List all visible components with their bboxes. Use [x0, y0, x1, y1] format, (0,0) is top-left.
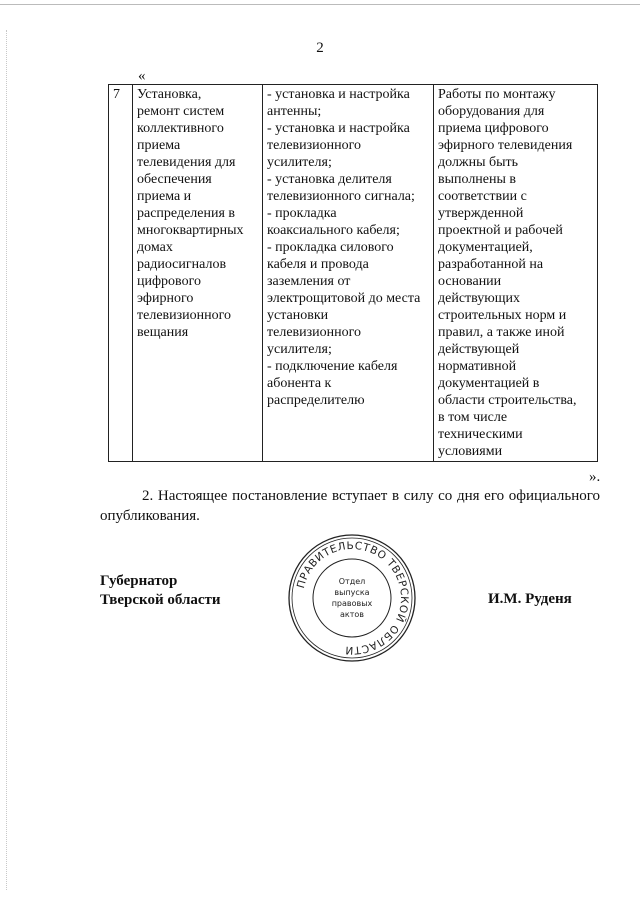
cell-line: утвержденной [438, 206, 524, 221]
scan-edge-top [0, 4, 640, 5]
row-number: 7 [109, 85, 133, 462]
cell-line: приема [137, 138, 181, 153]
cell-line: - прокладка силового [267, 240, 394, 255]
cell-line: действующих [438, 291, 521, 306]
official-seal-stamp [286, 532, 418, 664]
cell-line: радиосигналов [137, 257, 227, 272]
cell-line: в том числе [438, 410, 508, 425]
cell-line: разработанной на [438, 257, 544, 272]
works-list-cell [263, 85, 434, 462]
cell-line: - подключение кабеля [267, 359, 398, 374]
cell-line: правил, а также иной [438, 325, 565, 340]
cell-line: техническими [438, 427, 523, 442]
cell-line: усилителя; [267, 155, 332, 170]
cell-line: домах [137, 240, 173, 255]
cell-line: соответствии с [438, 189, 527, 204]
closing-quote: ». [589, 469, 601, 485]
opening-quote: « [138, 68, 146, 84]
cell-line: антенны; [267, 104, 322, 119]
cell-line: эфирного телевидения [438, 138, 573, 153]
cell-line: вещания [137, 325, 189, 340]
cell-line: усилителя; [267, 342, 332, 357]
seal-ring-textpath: ПРАВИТЕЛЬСТВО ТВЕРСКОЙ ОБЛАСТИ [295, 539, 411, 657]
cell-line: должны быть [438, 155, 519, 170]
signer-position [100, 572, 221, 610]
cell-line: заземления от [267, 274, 351, 289]
cell-line: цифрового [137, 274, 201, 289]
cell-line: Установка, [137, 87, 202, 102]
cell-line: условиями [438, 444, 503, 459]
cell-line: ремонт систем [137, 104, 225, 119]
seal-center-line: выпуска [334, 588, 370, 597]
cell-line: - установка и настройка [267, 121, 410, 136]
cell-line: действующей [438, 342, 520, 357]
cell-line: абонента к [267, 376, 332, 391]
cell-line: электрощитовой до места [267, 291, 421, 306]
work-name-cell [133, 85, 263, 462]
cell-line: оборудования для [438, 104, 545, 119]
requirements-cell [434, 85, 598, 462]
cell-line: - установка делителя [267, 172, 392, 187]
cell-line: распределения в [137, 206, 236, 221]
cell-line: многоквартирных [137, 223, 244, 238]
table-row [109, 85, 598, 462]
cell-line: строительных норм и [438, 308, 567, 323]
cell-line: телевизионного сигнала; [267, 189, 415, 204]
signer-name: И.М. Руденя [488, 591, 572, 607]
cell-line: документацией, [438, 240, 533, 255]
cell-line: телевизионного [267, 325, 362, 340]
seal-center-line: актов [339, 610, 365, 619]
cell-line: нормативной [438, 359, 517, 374]
signer-position-line: Губернатор [100, 573, 178, 589]
cell-line: Работы по монтажу [438, 87, 556, 102]
effective-date-paragraph: 2. Настоящее постановление вступает в силу со дня его официального опубликования. [100, 488, 600, 524]
cell-line: выполнены в [438, 172, 517, 187]
cell-line: телевидения для [137, 155, 236, 170]
cell-line: основании [438, 274, 502, 289]
cell-line: проектной и рабочей [438, 223, 563, 238]
cell-line: коллективного [137, 121, 224, 136]
cell-line: области строительства, [438, 393, 577, 408]
cell-line: кабеля и провода [267, 257, 369, 272]
cell-line: документацией в [438, 376, 540, 391]
seal-center-line: Отдел [338, 577, 366, 586]
cell-line: приема цифрового [438, 121, 549, 136]
signer-position-line: Тверской области [100, 592, 221, 608]
cell-line: - прокладка [267, 206, 337, 221]
cell-line: коаксиального кабеля; [267, 223, 400, 238]
cell-line: эфирного [137, 291, 194, 306]
seal-center-line: правовых [331, 599, 373, 608]
cell-line: - установка и настройка [267, 87, 410, 102]
page-number: 2 [316, 40, 324, 56]
cell-line: распределителю [267, 393, 365, 408]
cell-line: телевизионного [267, 138, 362, 153]
cell-line: обеспечения [137, 172, 212, 187]
scan-edge-left [6, 30, 7, 890]
works-table [108, 84, 598, 462]
cell-line: установки [267, 308, 329, 323]
cell-line: приема и [137, 189, 192, 204]
cell-line: телевизионного [137, 308, 232, 323]
